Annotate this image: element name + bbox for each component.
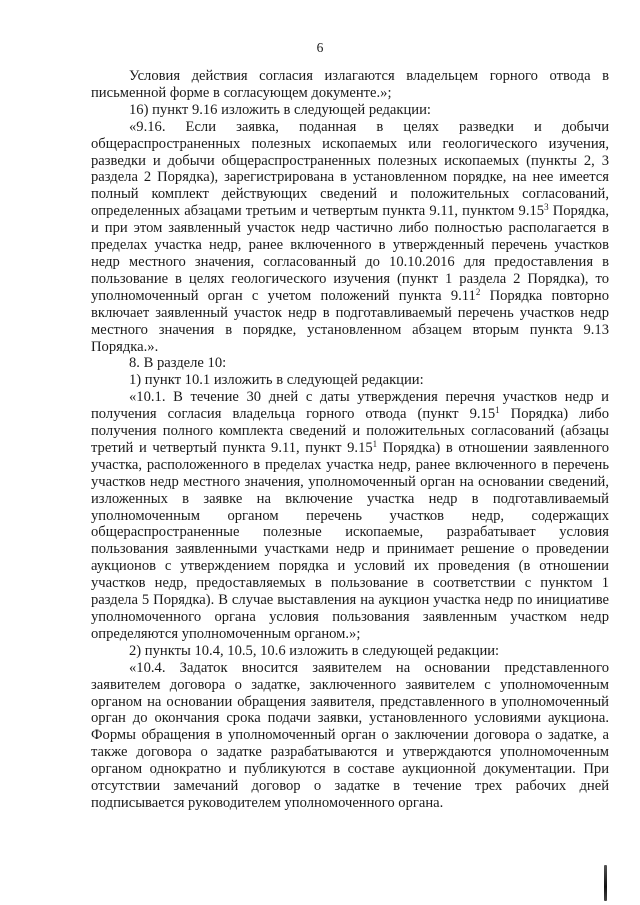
- superscript-index: 2: [475, 286, 481, 297]
- paragraph: [91, 119, 609, 356]
- paragraph: [91, 68, 609, 102]
- paragraph-text: 1) пункт 10.1 изложить в следующей редакции:: [129, 372, 424, 389]
- superscript-index: 1: [495, 405, 500, 416]
- paragraph-text: «10.1. В течение 30 дней с даты утверждения перечня участков недр и получения согласия владельца горного отвода (пункт 9.15: [91, 389, 609, 423]
- paragraph: [91, 355, 609, 372]
- paragraph: [91, 372, 609, 389]
- paragraph-text: «9.16. Если заявка, поданная в целях разведки и добычи общераспространенных полезных ископаемых или геологического изучения, разведки и добычи общераспространенных полезных ископаемых (пункты 2, 3 раздела 2 Порядка), зарегистрирована в установленном порядке, на нее имеется полный комплект действующих сведений и положительных согласований, определенных абзацами третьим и четвертым пункта 9.11, пунктом 9.15: [91, 118, 609, 220]
- paragraph-text: «10.4. Задаток вносится заявителем на основании представленного заявителем договора о задатке, заключенного заявителем с уполномоченным органом на основании обращения заявителя, представленного в уполномоченный орган до окончания срока подачи заявки, установленного условиями аукциона. Формы обращения в уполномоченный орган о заключении договора о задатке, а также договора о задатке разрабатываются и утверждаются уполномоченным органом однократно и публикуются в составе аукционной документации. При отсутствии замечаний договор о задатке в течение трех рабочих дней подписывается руководителем уполномоченного органа.: [91, 659, 609, 811]
- page-number: 6: [316, 40, 324, 55]
- paragraph: [91, 389, 609, 643]
- paragraph-text: Порядка, и при этом заявленный участок недр частично либо полностью располагается в пределах участка недр, ранее включенного в утвержденный перечень участков недр местного значения, согласованный до 10.10.2016 для предоставления в пользование в целях геологического изучения (пункт 1 раздела 2 Порядка), то уполномоченный орган с учетом положений пункта 9.11: [91, 203, 609, 304]
- paragraph-text: 2) пункты 10.4, 10.5, 10.6 изложить в следующей редакции:: [129, 642, 500, 659]
- scan-artifact-mark: [604, 865, 607, 901]
- paragraph-text: Порядка повторно включает заявленный участок недр в подготавливаемый перечень участков недр местного значения в порядке, установленном абзацем вторым пункта 9.13 Порядка.».: [91, 287, 610, 355]
- paragraph-text: 16) пункт 9.16 изложить в следующей редакции:: [129, 101, 431, 118]
- paragraph-text: Порядка) в отношении заявленного участка, расположенного в пределах участка недр, ранее включенного в перечень участков недр местного значения, уполномоченный орган на основании сведений, изложенных в заявке на включение участка недр в подготавливаемый уполномоченным органом перечень участков недр, содержащих общераспространенные полезные ископаемые, разрабатывает условия пользования заявленными участками недр и принимает решение о проведении аукционов с утверждением порядка и условий их проведения (в отношении участков недр, предоставляемых в пользование в соответствии с пунктом 1 раздела 5 Порядка). В случае выставления на аукцион участка недр по инициативе уполномоченного органа условия пользования заявленным участком недр определяются уполномоченным органом.»;: [91, 439, 610, 642]
- paragraph: [91, 660, 609, 812]
- paragraph: [91, 643, 609, 660]
- paragraph-text: Порядка) либо получения полного комплекта сведений и положительных согласований (абзацы третий и четвертый пункта 9.11, пункт 9.15: [91, 406, 609, 456]
- paragraph: [91, 102, 609, 119]
- document-body: [91, 68, 609, 812]
- paragraph-text: 8. В разделе 10:: [129, 355, 227, 372]
- superscript-index: 3: [544, 202, 549, 213]
- superscript-index: 1: [372, 438, 378, 449]
- paragraph-text: Условия действия согласия излагаются владельцем горного отвода в письменной форме в согласующем документе.»;: [91, 68, 609, 101]
